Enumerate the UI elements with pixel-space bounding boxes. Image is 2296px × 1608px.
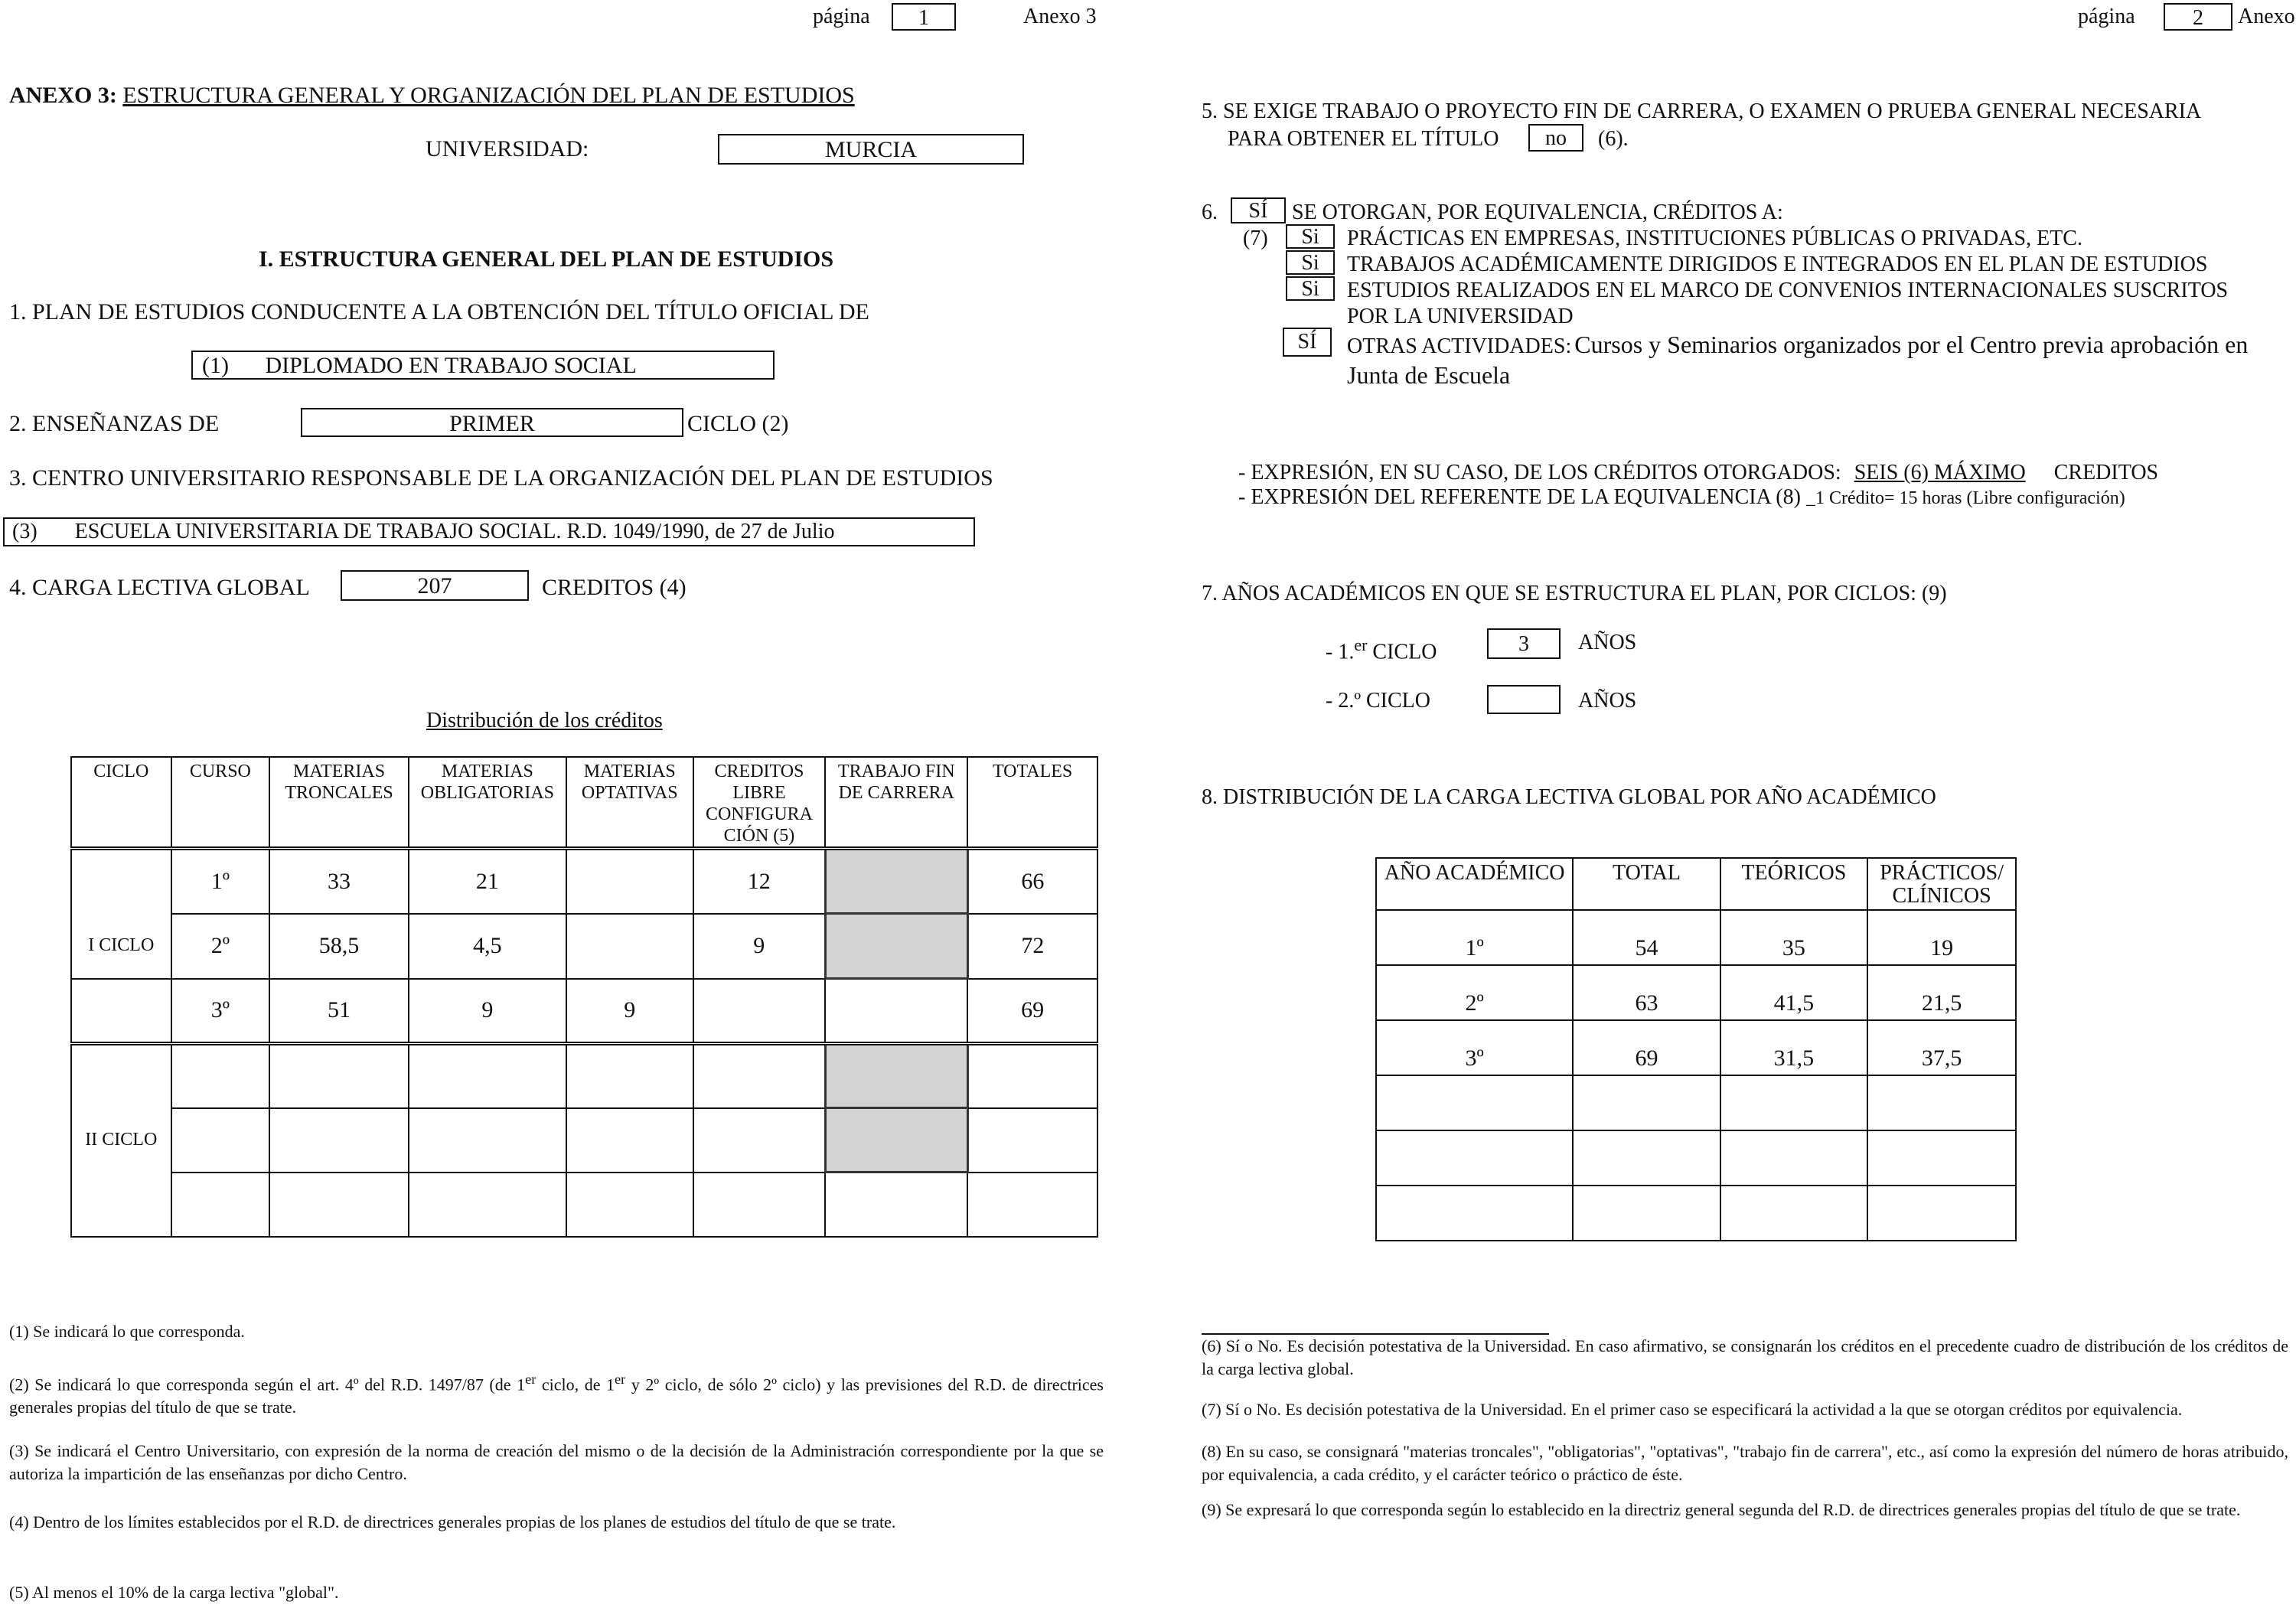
item-7-text: 7. AÑOS ACADÉMICOS EN QUE SE ESTRUCTURA EL PLAN, POR CICLOS: (9)	[1202, 582, 1947, 605]
footnote-6: (6) Sí o No. Es decisión potestativa de la Universidad. En caso afirmativo, se consignarán los créditos en el precedente cuadro de distribución de los créditos de la carga lectiva global.	[1202, 1336, 2288, 1378]
cycle-2-years-label: AÑOS	[1578, 689, 1637, 713]
cell-libre	[693, 979, 826, 1044]
footnote-7: (7) Sí o No. Es decisión potestativa de la Universidad. En el primer caso se especificará la actividad a la que se otorgan créditos por equivalencia.	[1202, 1400, 2183, 1419]
header-obligatorias: MATERIAS OBLIGATORIAS	[409, 757, 566, 849]
cell-libre: 12	[693, 849, 826, 914]
cell-teoricos: 35	[1720, 910, 1868, 965]
academic-year-table	[1375, 857, 2017, 1241]
item-1-text: 1. PLAN DE ESTUDIOS CONDUCENTE A LA OBTENCIÓN DEL TÍTULO OFICIAL DE	[9, 299, 869, 325]
header-trabajo-fin-carrera: TRABAJO FIN DE CARRERA	[825, 757, 967, 849]
equivalence-1-value: Si	[1286, 224, 1335, 249]
degree-title-field: (1) DIPLOMADO EN TRABAJO SOCIAL	[191, 351, 775, 380]
header-troncales: MATERIAS TRONCALES	[269, 757, 409, 849]
cell-obligatorias: 21	[409, 849, 566, 914]
table-row	[71, 979, 1097, 1044]
cell-shaded	[825, 1108, 967, 1173]
annex-label: Anexo	[2238, 5, 2295, 28]
cell-teoricos: 41,5	[1720, 965, 1868, 1020]
footnote-9: (9) Se expresará lo que corresponda según lo establecido en la directriz general segunda del R.D. de directrices generales propias del título de que se trate.	[1202, 1500, 2241, 1519]
expression-equivalence: - EXPRESIÓN DEL REFERENTE DE LA EQUIVALENCIA (8) _1 Crédito= 15 horas (Libre configuración)	[1238, 485, 2125, 509]
item-4-suffix: CREDITOS (4)	[542, 575, 687, 600]
cycle-1-years-field: 3	[1487, 628, 1561, 659]
center-field: (3) ESCUELA UNIVERSITARIA DE TRABAJO SOCIAL. R.D. 1049/1990, de 27 de Julio	[3, 517, 975, 546]
cell-totales: 66	[967, 849, 1097, 914]
cell-troncales: 58,5	[269, 914, 409, 979]
item-2-label: 2. ENSEÑANZAS DE	[9, 411, 220, 436]
equivalence-3-text: ESTUDIOS REALIZADOS EN EL MARCO DE CONVENIOS INTERNACIONALES SUSCRITOS	[1347, 279, 2229, 302]
cycle-field: PRIMER	[301, 408, 683, 437]
footnote-1: (1) Se indicará lo que corresponda.	[9, 1322, 245, 1341]
table-row	[71, 1108, 1097, 1173]
cycle-2-label: - 2.º CICLO	[1326, 689, 1431, 713]
table-row	[1376, 910, 2016, 965]
table-row	[71, 1173, 1097, 1237]
cell-year: 3º	[1376, 1020, 1573, 1075]
equivalence-1-text: PRÁCTICAS EN EMPRESAS, INSTITUCIONES PÚBLICAS O PRIVADAS, ETC.	[1347, 227, 2082, 250]
annex-title: ANEXO 3: ESTRUCTURA GENERAL Y ORGANIZACIÓN DEL PLAN DE ESTUDIOS	[9, 83, 855, 108]
header-ciclo: CICLO	[71, 757, 171, 849]
footnote-3: (3) Se indicará el Centro Universitario, con expresión de la norma de creación del mismo o de la decisión de la Administración correspondiente por la que se autoriza la impartición de las enseñanzas por dicho Centro.	[9, 1441, 1104, 1483]
table-row	[71, 849, 1097, 914]
section-title: I. ESTRUCTURA GENERAL DEL PLAN DE ESTUDIOS	[259, 246, 834, 272]
table-row	[1376, 1075, 2016, 1130]
item-6-text: SE OTORGAN, POR EQUIVALENCIA, CRÉDITOS A:	[1292, 201, 1783, 224]
equivalence-3-value: Si	[1286, 276, 1335, 301]
table-row	[1376, 1186, 2016, 1241]
other-activities: OTRAS ACTIVIDADES: Cursos y Seminarios organizados por el Centro previa aprobación en	[1347, 331, 2249, 358]
item-6-value: SÍ	[1231, 197, 1286, 223]
item-5-value: no	[1528, 124, 1583, 152]
cell-curso: 1º	[171, 849, 270, 914]
cell-obligatorias: 9	[409, 979, 566, 1044]
equivalence-2-value: Si	[1286, 250, 1335, 275]
page-number-box: 2	[2164, 3, 2232, 31]
item-3-text: 3. CENTRO UNIVERSITARIO RESPONSABLE DE LA ORGANIZACIÓN DEL PLAN DE ESTUDIOS	[9, 465, 993, 491]
page-label: página	[813, 5, 870, 28]
cell-troncales: 33	[269, 849, 409, 914]
header-ano-academico: AÑO ACADÉMICO	[1376, 858, 1573, 910]
item-5-line-2: PARA OBTENER EL TÍTULO	[1228, 127, 1499, 151]
cell-curso: 3º	[171, 979, 270, 1044]
cell-shaded	[825, 849, 967, 914]
item-6-ref: (7)	[1243, 227, 1268, 250]
table-row	[1376, 1130, 2016, 1186]
footnote-5: (5) Al menos el 10% de la carga lectiva "global".	[9, 1583, 339, 1602]
table-row	[1376, 965, 2016, 1020]
header-totales: TOTALES	[967, 757, 1097, 849]
cell-totales: 69	[967, 979, 1097, 1044]
item-8-text: 8. DISTRIBUCIÓN DE LA CARGA LECTIVA GLOBAL POR AÑO ACADÉMICO	[1202, 785, 1936, 809]
cell-optativas: 9	[566, 979, 693, 1044]
item-4-label: 4. CARGA LECTIVA GLOBAL	[9, 575, 310, 600]
other-activities-value: SÍ	[1283, 328, 1332, 357]
cycle-1-years-label: AÑOS	[1578, 631, 1637, 654]
page-number-box: 1	[892, 3, 956, 31]
distribution-title: Distribución de los créditos	[426, 709, 663, 732]
cell-totales: 72	[967, 914, 1097, 979]
cell-practicos: 21,5	[1867, 965, 2016, 1020]
page-label: página	[2078, 5, 2135, 28]
cell-libre: 9	[693, 914, 826, 979]
cell-trabajo	[825, 979, 967, 1044]
cell-shaded	[825, 1044, 967, 1108]
table-row	[71, 914, 1097, 979]
item-5-suffix: (6).	[1598, 127, 1629, 151]
cell-total: 63	[1573, 965, 1720, 1020]
cell-practicos: 37,5	[1867, 1020, 2016, 1075]
cell-curso: 2º	[171, 914, 270, 979]
footnote-2: (2) Se indicará lo que corresponda según el art. 4º del R.D. 1497/87 (de 1er ciclo, de 1er y 2º ciclo, de sólo 2º ciclo) y las previsiones del R.D. de directrices generales propias del título de que se trate.	[9, 1372, 1104, 1417]
header-optativas: MATERIAS OPTATIVAS	[566, 757, 693, 849]
cell-total: 69	[1573, 1020, 1720, 1075]
cell-year: 2º	[1376, 965, 1573, 1020]
university-field: MURCIA	[718, 134, 1024, 165]
cell-teoricos: 31,5	[1720, 1020, 1868, 1075]
cell-troncales: 51	[269, 979, 409, 1044]
equivalence-2-text: TRABAJOS ACADÉMICAMENTE DIRIGIDOS E INTEGRADOS EN EL PLAN DE ESTUDIOS	[1347, 253, 2208, 276]
cell-practicos: 19	[1867, 910, 2016, 965]
credits-field: 207	[341, 570, 529, 601]
cycle-1-label: - 1.$^{er}$ CICLO	[1326, 635, 1437, 664]
cell-obligatorias: 4,5	[409, 914, 566, 979]
item-5-line-1: 5. SE EXIGE TRABAJO O PROYECTO FIN DE CARRERA, O EXAMEN O PRUEBA GENERAL NECESARIA	[1202, 99, 2202, 123]
cycle-2-years-field	[1487, 685, 1561, 714]
header-total: TOTAL	[1573, 858, 1720, 910]
footnote-8: (8) En su caso, se consignará "materias troncales", "obligatorias", "optativas", "trabajo fin de carrera", etc., así como la expresión del número de horas atribuido, por equivalencia, a cada crédito, y el carácter teórico o práctico de éste.	[1202, 1442, 2288, 1484]
cell-shaded	[825, 914, 967, 979]
cycle-2-label: II CICLO	[71, 1108, 171, 1173]
header-practicos: PRÁCTICOS/ CLÍNICOS	[1867, 858, 2016, 910]
table-row	[1376, 1020, 2016, 1075]
annex-label: Anexo 3	[1023, 5, 1097, 28]
equivalence-3-continued: POR LA UNIVERSIDAD	[1347, 305, 1574, 328]
header-teoricos: TEÓRICOS	[1720, 858, 1868, 910]
other-activities-continued: Junta de Escuela	[1347, 361, 1511, 389]
credits-distribution-table	[70, 756, 1098, 1238]
cell-optativas	[566, 849, 693, 914]
cell-optativas	[566, 914, 693, 979]
cell-year: 1º	[1376, 910, 1573, 965]
expression-credits: - EXPRESIÓN, EN SU CASO, DE LOS CRÉDITOS OTORGADOS: SEIS (6) MÁXIMO CREDITOS	[1238, 461, 2159, 484]
item-2-suffix: CICLO (2)	[687, 411, 789, 436]
header-libre-configuracion: CREDITOS LIBRE CONFIGURA CIÓN (5)	[693, 757, 826, 849]
cycle-1-label: I CICLO	[71, 914, 171, 979]
university-label: UNIVERSIDAD:	[426, 136, 589, 161]
footnote-4: (4) Dentro de los límites establecidos por el R.D. de directrices generales propias de los planes de estudios del título de que se trate.	[9, 1512, 896, 1531]
header-curso: CURSO	[171, 757, 270, 849]
item-6-number: 6.	[1202, 201, 1218, 224]
cell-total: 54	[1573, 910, 1720, 965]
table-row	[71, 1044, 1097, 1108]
